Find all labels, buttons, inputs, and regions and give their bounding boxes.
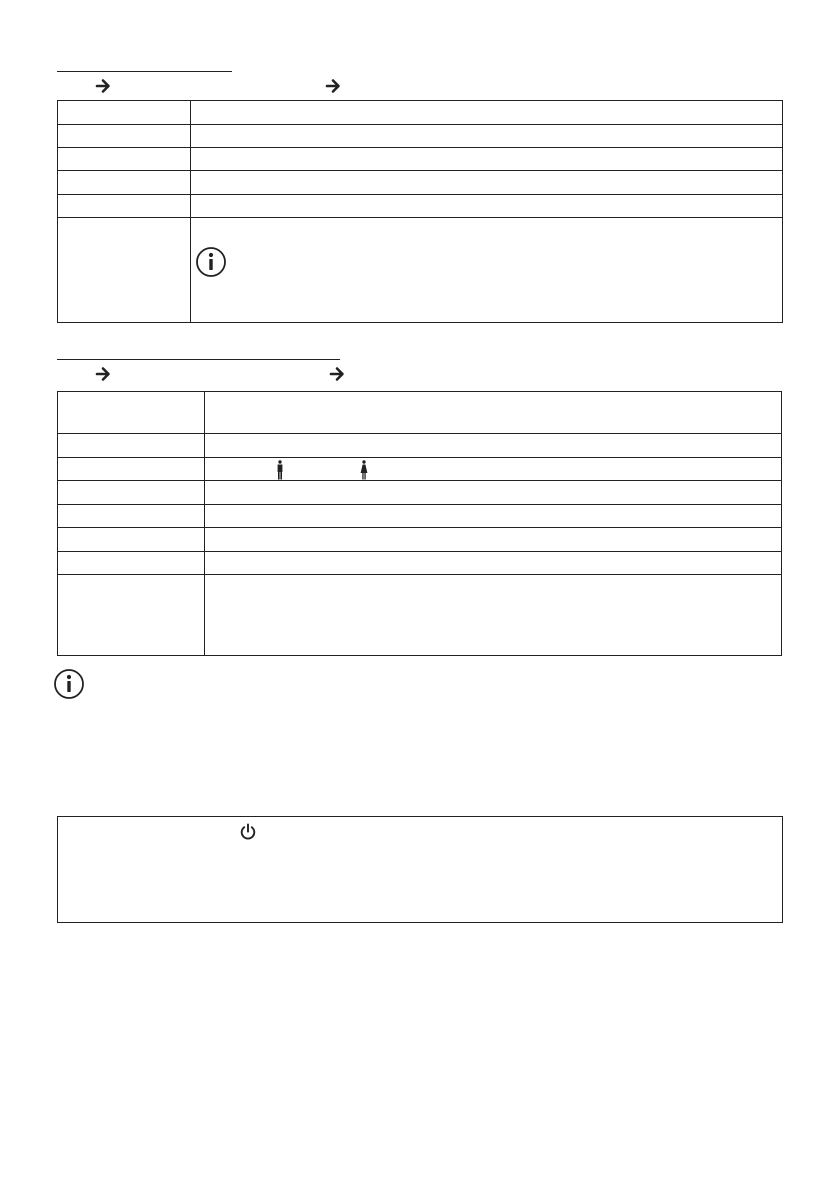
- info-icon: [195, 246, 227, 278]
- table-row: [58, 433, 781, 458]
- table-row: [58, 170, 782, 194]
- table-row: [58, 480, 781, 504]
- section-1-table: [57, 100, 783, 323]
- arrow-right-icon: [329, 365, 345, 383]
- table-row: [58, 147, 782, 171]
- column-divider: [190, 101, 191, 322]
- power-note-box: [57, 816, 783, 923]
- male-figure-icon: [276, 460, 284, 480]
- table-row: [58, 504, 781, 528]
- arrow-right-icon: [95, 77, 111, 95]
- table-row: [58, 101, 782, 125]
- section-1-nav-path: [57, 77, 457, 95]
- female-figure-icon: [360, 460, 368, 480]
- arrow-right-icon: [325, 77, 341, 95]
- table-row: [58, 457, 781, 481]
- table-row: [58, 551, 781, 575]
- table-row: [58, 392, 781, 434]
- section-1-title: [57, 71, 232, 72]
- section-2-title: [57, 359, 340, 360]
- info-icon: [53, 668, 85, 700]
- section-2-nav-path: [57, 365, 457, 383]
- table-row: [58, 124, 782, 148]
- section-2-table: [57, 391, 782, 656]
- table-row: [58, 527, 781, 551]
- table-row: [58, 194, 782, 218]
- table-row: [58, 574, 781, 655]
- column-divider: [204, 392, 205, 655]
- table-row: [58, 217, 782, 322]
- power-icon: [239, 823, 257, 841]
- arrow-right-icon: [95, 365, 111, 383]
